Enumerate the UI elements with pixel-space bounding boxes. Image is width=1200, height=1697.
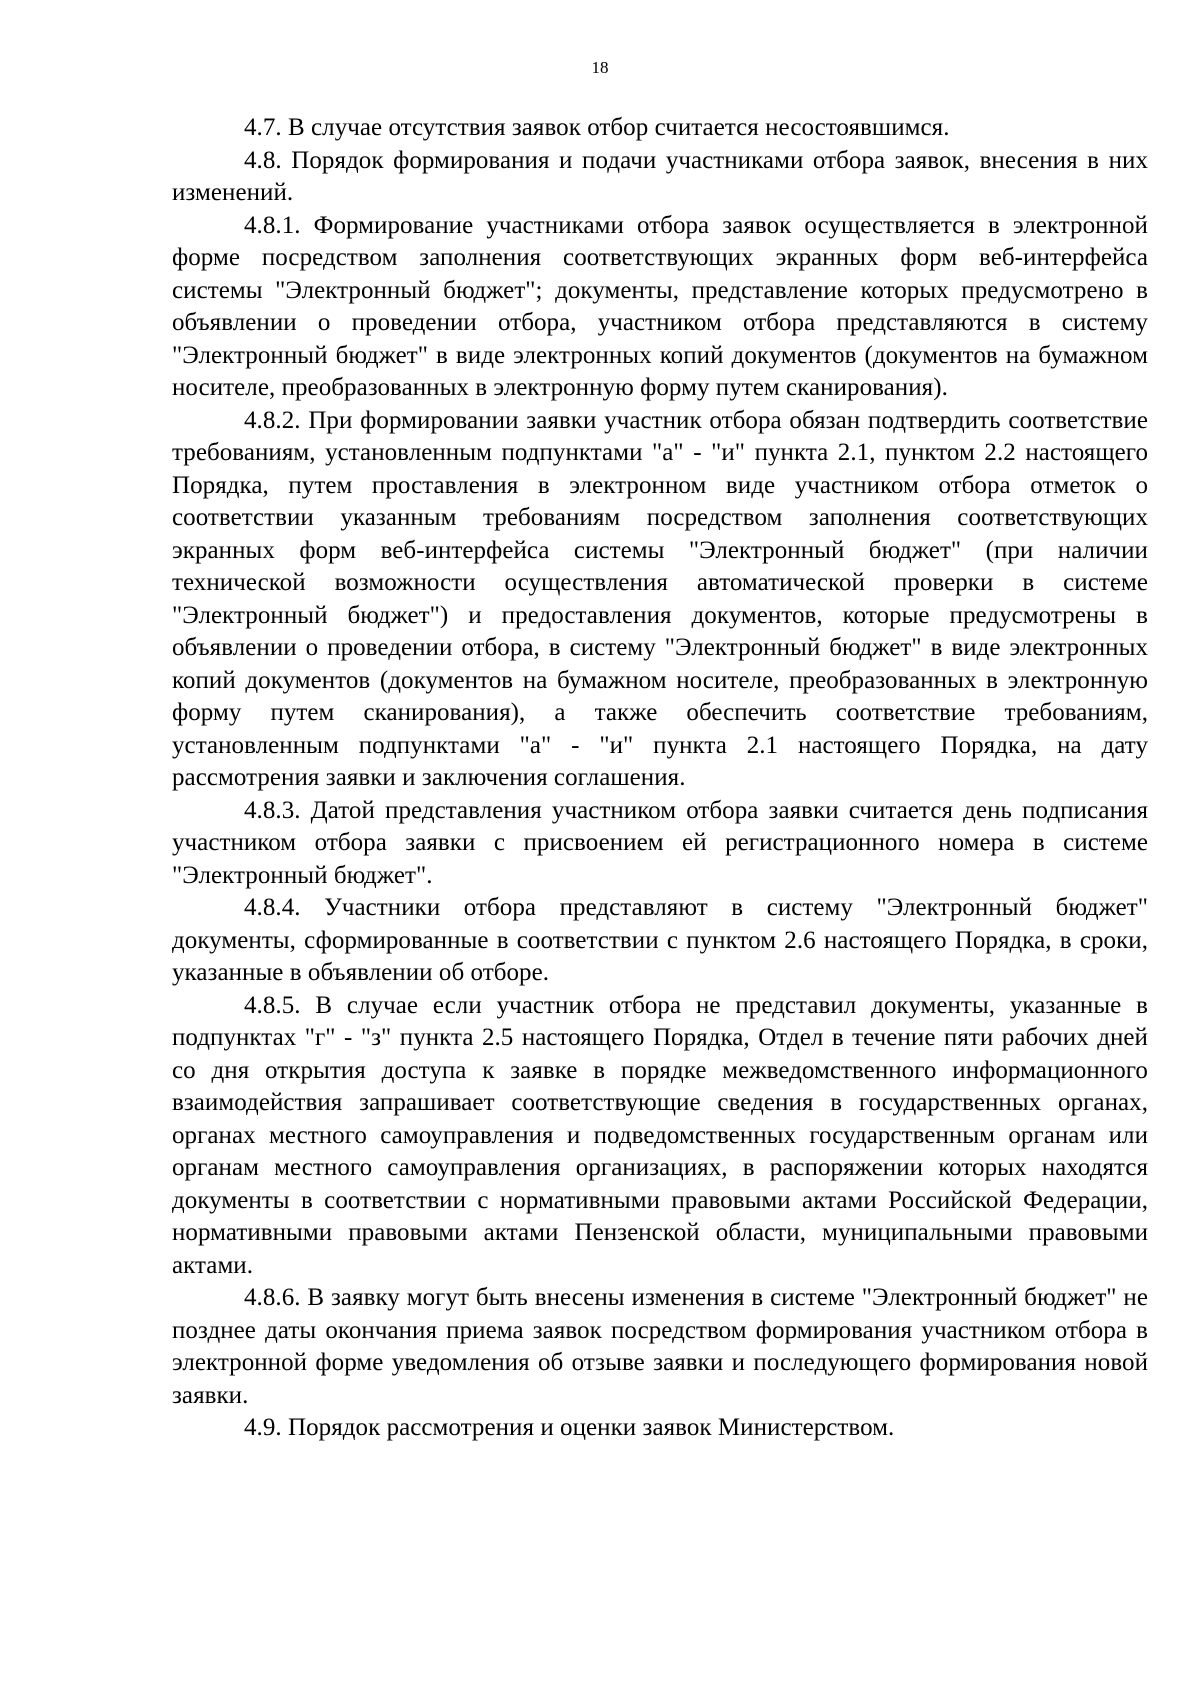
- paragraph-4-8-3: 4.8.3. Датой представления участником отбора заявки считается день подписания участником отбора заявки с присвоением ей регистрационного номера в системе "Электронный бюджет".: [172, 796, 1148, 889]
- document-body: [172, 112, 1148, 1445]
- paragraph-4-8-4: 4.8.4. Участники отбора представляют в систему "Электронный бюджет" документы, сформированные в соответствии с пунктом 2.6 настоящего Порядка, в сроки, указанные в объявлении об отборе.: [172, 894, 1148, 986]
- paragraph-4-8-5: 4.8.5. В случае если участник отбора не представил документы, указанные в подпунктах "г" - "з" пункта 2.5 настоящего Порядка, Отдел в течение пяти рабочих дней со дня открытия доступа к заявке в порядке межведомственного информационного взаимодействия запрашивает соответствующие сведения в государственных органах, органах местного самоуправления и подведомственных государственным органам или органам местного самоуправления организациях, в распоряжении которых находятся документы в соответствии с нормативными правовыми актами Российской Федерации, нормативными правовыми актами Пензенской области, муниципальными правовыми актами.: [172, 991, 1148, 1279]
- paragraph-4-8-1: 4.8.1. Формирование участниками отбора заявок осуществляется в электронной форме посредством заполнения соответствующих экранных форм веб-интерфейса системы "Электронный бюджет"; документы, представление которых предусмотрено в объявлении о проведении отбора, участником отбора представляются в систему "Электронный бюджет" в виде электронных копий документов (документов на бумажном носителе, преобразованных в электронную форму путем сканирования).: [172, 211, 1148, 401]
- paragraph-4-8: 4.8. Порядок формирования и подачи участниками отбора заявок, внесения в них изменений.: [172, 146, 1148, 206]
- paragraph-4-8-2: 4.8.2. При формировании заявки участник отбора обязан подтвердить соответствие требованиям, установленным подпунктами "а" - "и" пункта 2.1, пунктом 2.2 настоящего Порядка, путем проставления в электронном виде участником отбора отметок о соответствии указанным требованиям посредством заполнения соответствующих экранных форм веб-интерфейса системы "Электронный бюджет" (при наличии технической возможности осуществления автоматической проверки в системе "Электронный бюджет") и предоставления документов, которые предусмотрены в объявлении о проведении отбора, в систему "Электронный бюджет" в виде электронных копий документов (документов на бумажном носителе, преобразованных в электронную форму путем сканирования), а также обеспечить соответствие требованиям, установленным подпунктами "а" - "и" пункта 2.1 настоящего Порядка, на дату рассмотрения заявки и заключения соглашения.: [172, 406, 1148, 791]
- paragraph-4-8-6: 4.8.6. В заявку могут быть внесены изменения в системе "Электронный бюджет" не позднее даты окончания приема заявок посредством формирования участником отбора в электронной форме уведомления об отзыве заявки и последующего формирования новой заявки.: [172, 1284, 1148, 1409]
- paragraph-4-9: 4.9. Порядок рассмотрения и оценки заявок Министерством.: [244, 1414, 895, 1441]
- paragraph-4-7: 4.7. В случае отсутствия заявок отбор считается несостоявшимся.: [244, 114, 950, 141]
- page-number: 18: [591, 58, 609, 77]
